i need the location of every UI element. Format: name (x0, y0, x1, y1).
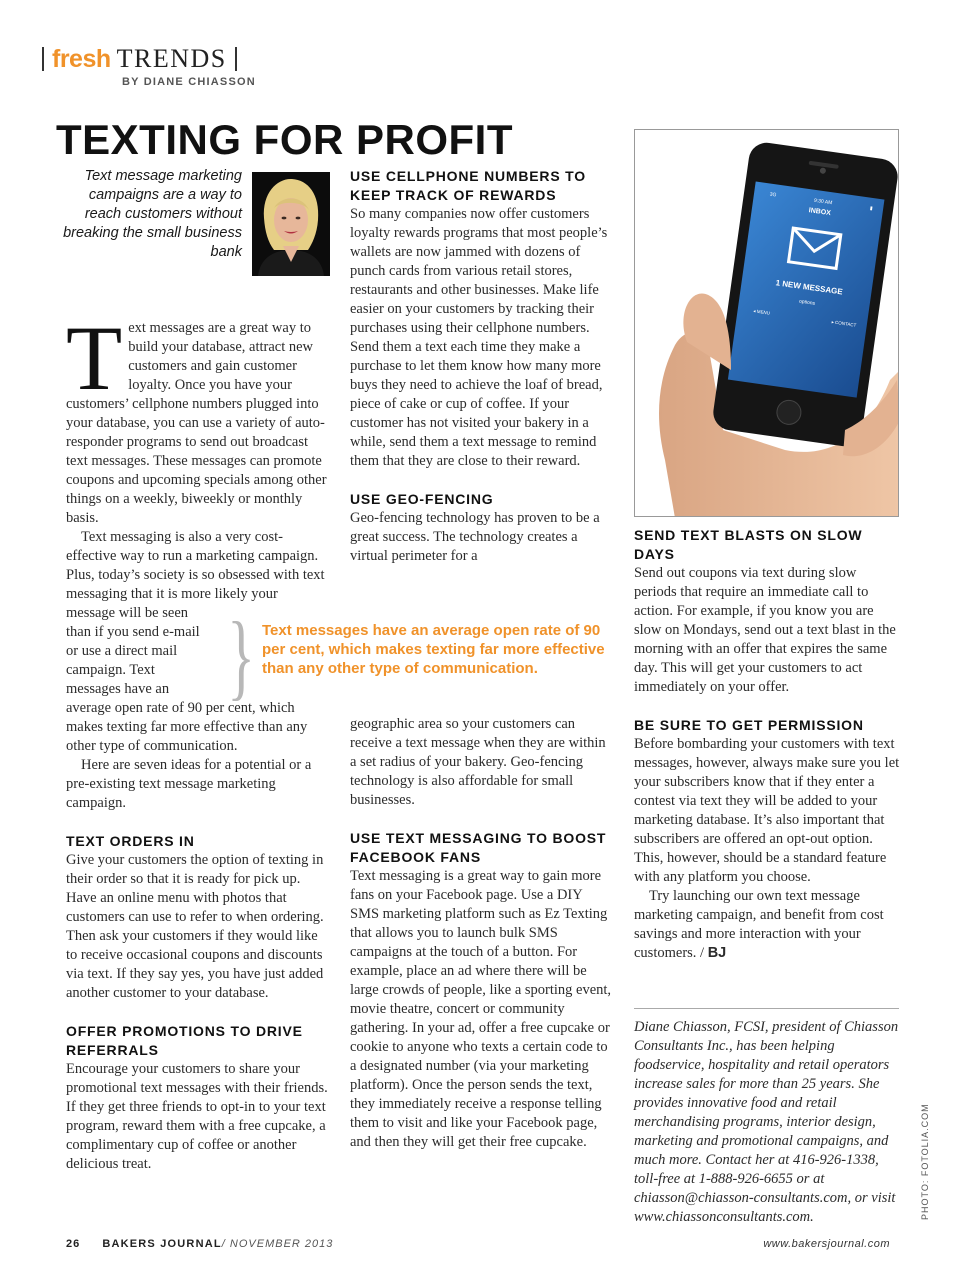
intro-paragraph-2c: average open rate of 90 per cent, which makes texting far more effective than any other type of communication. (66, 700, 308, 754)
heading-blasts: SEND TEXT BLASTS ON SLOW DAYS (634, 527, 863, 562)
permission-body: Before bombarding your customers with text messages, however, always make sure you let your subscribers know that if they enter a contest via text they will be added to your marketing database. It’s also important that subscribers are offered an opt-out option. This, however, should be a standard feature with any platform you choose. (634, 736, 900, 885)
intro-paragraph-2b: message will be seen than if you send e-mail or use a direct mail campaign. Text messages have an (66, 605, 200, 697)
phone-inbox-label: INBOX (808, 207, 832, 218)
signoff: BJ (707, 945, 727, 961)
phone-menu-button: ◂ MENU (753, 308, 771, 316)
pullquote-brace: } (227, 602, 255, 709)
closing-paragraph (634, 887, 900, 963)
phone-carrier: 3G (769, 191, 777, 199)
footer-url[interactable]: www.bakersjournal.com (763, 1238, 890, 1250)
promotions-body: Encourage your customers to share your promotional text messages with their friends. If they get three friends to opt-in to your text program, reward them with a free cupcake, a complimentary cup of coffee or another delicious treat. (66, 1061, 328, 1172)
phone-contact-button: ▸ CONTACT (831, 319, 857, 328)
masthead-trends: TRENDS (116, 44, 227, 73)
article-deck: Text message marketing campaigns are a way to reach customers without breaking the small business bank (63, 168, 242, 260)
masthead-bar-left (42, 47, 44, 71)
footer-left (66, 1238, 333, 1250)
column-2-bottom (350, 715, 614, 1152)
heading-promotions: OFFER PROMOTIONS TO DRIVE REFERRALS (66, 1023, 303, 1058)
cellphone-body: So many companies now offer customers loyalty rewards programs that most people’s wallets are now jammed with dozens of punch cards from various retail stores, restaurants and other businesses. Make life easier on your customers by tracking their purchases using their cellphone numbers. Send them a text each time they make a purchase to let them know how many more buys they need to achieve the loaf of bread, piece of cake or cup of coffee. If your customer has not visited your bakery in a while, send them a text message to remind them that they are close to their reward. (350, 206, 608, 469)
pull-quote: Text messages have an average open rate of 90 per cent, which makes texting far more effective than any other type of communication. (262, 622, 605, 677)
intro-text-1: ext messages are a great way to build your database, attract new customers and gain customer loyalty. Once you have your customers’ cellphone numbers plugged into your database, you can use a variety of auto-responder programs to send out broadcast text messages. These messages can promote coupons and upcoming specials among other things on a weekly, biweekly or monthly basis. (66, 320, 327, 526)
page-number: 26 (66, 1238, 81, 1250)
column-2-top (350, 167, 614, 566)
intro-paragraph-1 (66, 307, 332, 528)
signoff-separator: / (696, 945, 708, 961)
phone-sub-label: options (798, 298, 816, 307)
geofencing-body-b: geographic area so your customers can receive a text message when they are within a set radius of your bakery. Geo-fencing technology is also affordable for small businesses. (350, 716, 606, 808)
battery-icon: ▮ (869, 205, 874, 212)
phone-photo (634, 129, 899, 517)
facebook-body: Text messaging is a great way to gain more fans on your Facebook page. Use a DIY SMS marketing platform such as Ez Texting that allows you to launch bulk SMS campaigns at the touch of a button. For example, place an ad where there will be large crowds of people, like a sporting event, movie theatre, concert or community gathering. In your ad, offer a free cupcake or cookie to anyone who texts a certain code to a designated number (via your marketing platform). Once the person sends the text, they immediately receive a response telling them to visit and like your Facebook page, and then they will get their free cupcake. (350, 868, 612, 1150)
drop-cap: T (66, 307, 123, 409)
photo-credit: PHOTO: FOTOLIA.COM (920, 1103, 930, 1220)
closing-text: Try launching our own text message marketing campaign, and benefit from cost savings and more interaction with your customers. (634, 888, 884, 961)
magazine-name: BAKERS JOURNAL (102, 1238, 222, 1250)
geofencing-body-a: Geo-fencing technology has proven to be a great success. The technology creates a virtual perimeter for a (350, 510, 600, 564)
heading-cellphone: USE CELLPHONE NUMBERS TO KEEP TRACK OF REWARDS (350, 168, 586, 203)
byline: BY DIANE CHIASSON (122, 76, 256, 88)
blasts-body: Send out coupons via text during slow periods that require an immediate call to action. For example, if you know you are slow on Mondays, send out a text blast in the morning with an offer that expires the same day. This will get your customers to act immediately on your offer. (634, 565, 896, 695)
issue-date: / NOVEMBER 2013 (221, 1238, 334, 1250)
text-orders-body: Give your customers the option of texting in their order so that it is ready for pick up. Have an online menu with photos that customers can use to refer to when ordering. Then ask your customers if they would like to receive occasional coupons and discounts via text. If they say yes, you have just added another customer to your database. (66, 852, 324, 1001)
column-1 (66, 307, 332, 1174)
envelope-icon (786, 226, 843, 271)
author-bio: Diane Chiasson, FCSI, president of Chiasson Consultants Inc., has been helping foodservice, hospitality and retail operators increase sales for more than 25 years. She provides innovative food and retail merchandising programs, interior design, marketing and promotional campaigns, and much more. Contact her at 416-926-1338, toll-free at 1-888-926-6655 or at chiasson@chiasson-consultants.com, or visit www.chiassonconsultants.com. (634, 1019, 899, 1225)
column-3 (634, 526, 900, 963)
author-portrait (252, 172, 330, 276)
heading-permission: BE SURE TO GET PERMISSION (634, 717, 864, 733)
intro-paragraph-3: Here are seven ideas for a potential or a pre-existing text message marketing campaign. (66, 757, 312, 811)
masthead-fresh: fresh (52, 44, 111, 73)
phone-time: 9:30 AM (813, 197, 833, 207)
intro-paragraph-2a: Text messaging is also a very cost-effective way to run a marketing campaign. Plus, today’s society is so obsessed with text messaging that it is more likely your (66, 529, 325, 602)
heading-text-orders: TEXT ORDERS IN (66, 833, 195, 849)
article-headline: TEXTING FOR PROFIT (56, 116, 513, 163)
masthead (42, 44, 237, 74)
bio-divider (634, 1008, 899, 1009)
heading-geofencing: USE GEO-FENCING (350, 491, 494, 507)
masthead-bar-right (235, 47, 237, 71)
heading-facebook: USE TEXT MESSAGING TO BOOST FACEBOOK FANS (350, 830, 607, 865)
phone-new-message: 1 NEW MESSAGE (775, 278, 844, 297)
